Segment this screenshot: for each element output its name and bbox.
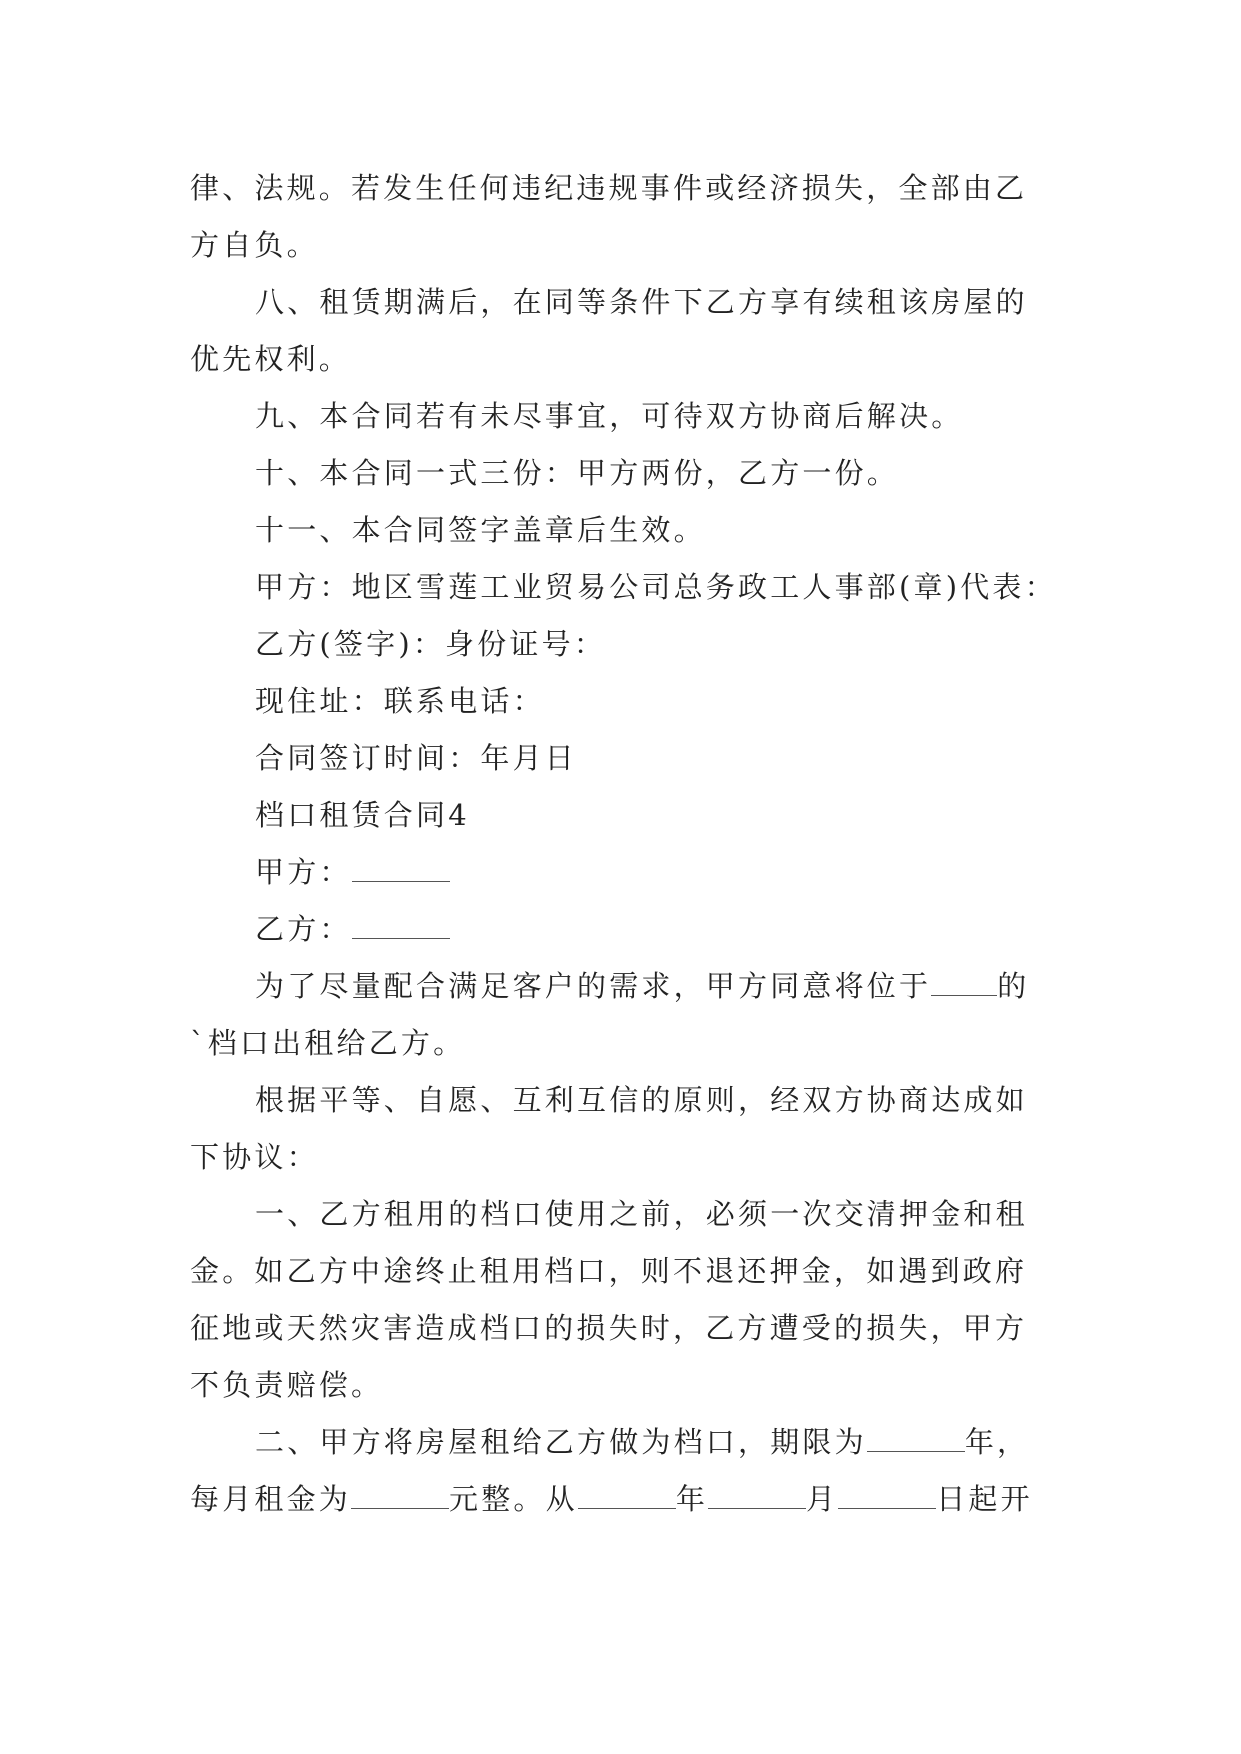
- text-span: 十、本合同一式三份：甲方两份，乙方一份。: [255, 456, 900, 490]
- text-span: 律、法规。若发生任何违纪违规事件或经济损失，全部由乙: [190, 171, 1028, 205]
- clause-10: [190, 445, 1050, 502]
- text-line: [190, 217, 1050, 274]
- text-span: 现住址：联系电话：: [255, 684, 545, 718]
- blank-underline: [708, 1486, 806, 1509]
- text-span: 一、乙方租用的档口使用之前，必须一次交清押金和租: [255, 1197, 1028, 1231]
- text-span: 甲方：地区雪莲工业贸易公司总务政工人事部(章)代表：: [255, 570, 1057, 604]
- party-a-signature: [190, 559, 1057, 616]
- text-span: 十一、本合同签字盖章后生效。: [255, 513, 706, 547]
- document-page: [190, 160, 1057, 1528]
- text-span: 优先权利。: [190, 342, 352, 376]
- text-span: 合同签订时间：年月日: [255, 741, 578, 775]
- intro-paragraph: [190, 958, 1050, 1015]
- signing-date: [190, 730, 1050, 787]
- text-line: [190, 1015, 1050, 1072]
- text-span: 年，: [964, 1425, 1030, 1459]
- text-line: [190, 1129, 1050, 1186]
- blank-underline: [838, 1486, 936, 1509]
- text-span: 乙方：: [255, 912, 352, 946]
- party-b-line: [190, 901, 1050, 958]
- text-span: 元整。从: [449, 1482, 578, 1516]
- clause-8: [190, 274, 1050, 331]
- text-span: 日起开: [936, 1482, 1033, 1516]
- text-line: [190, 1357, 1050, 1414]
- text-span: 月: [806, 1482, 839, 1516]
- text-span: 征地或天然灾害造成档口的损失时，乙方遭受的损失，甲方: [190, 1311, 1028, 1345]
- text-span: 金。如乙方中途终止租用档口，则不退还押金，如遇到政府: [190, 1254, 1028, 1288]
- text-span: 为了尽量配合满足客户的需求，甲方同意将位于: [255, 969, 932, 1003]
- principle-paragraph: [190, 1072, 1050, 1129]
- text-span: 下协议：: [190, 1140, 319, 1174]
- section-title: [190, 787, 1050, 844]
- text-span: 甲方：: [255, 855, 352, 889]
- text-span: 方自负。: [190, 228, 319, 262]
- clause-1: [190, 1186, 1050, 1243]
- text-span: 八、租赁期满后，在同等条件下乙方享有续租该房屋的: [255, 285, 1028, 319]
- blank-underline: [351, 1486, 449, 1509]
- text-span: 的: [997, 969, 1030, 1003]
- blank-underline: [931, 973, 997, 996]
- blank-underline: [352, 859, 450, 882]
- blank-underline: [352, 916, 450, 939]
- text-span: 九、本合同若有未尽事宜，可待双方协商后解决。: [255, 399, 964, 433]
- text-line: [190, 331, 1050, 388]
- text-span: 二、甲方将房屋租给乙方做为档口，期限为: [255, 1425, 867, 1459]
- text-span: 乙方(签字)：身份证号：: [255, 627, 607, 661]
- text-line: [190, 1471, 1050, 1528]
- address-phone: [190, 673, 1050, 730]
- clause-9: [190, 388, 1050, 445]
- text-span: 不负责赔偿。: [190, 1368, 384, 1402]
- text-span: 档口租赁合同4: [255, 798, 470, 832]
- text-span: `档口出租给乙方。: [190, 1026, 466, 1060]
- party-a-line: [190, 844, 1050, 901]
- blank-underline: [867, 1429, 965, 1452]
- clause-11: [190, 502, 1050, 559]
- text-span: 每月租金为: [190, 1482, 352, 1516]
- text-span: 根据平等、自愿、互利互信的原则，经双方协商达成如: [255, 1083, 1028, 1117]
- text-line: [190, 1300, 1050, 1357]
- party-b-signature: [190, 616, 1050, 673]
- text-line: [190, 1243, 1050, 1300]
- blank-underline: [578, 1486, 676, 1509]
- text-line: [190, 160, 1050, 217]
- clause-2: [190, 1414, 1050, 1471]
- text-span: 年: [675, 1482, 709, 1516]
